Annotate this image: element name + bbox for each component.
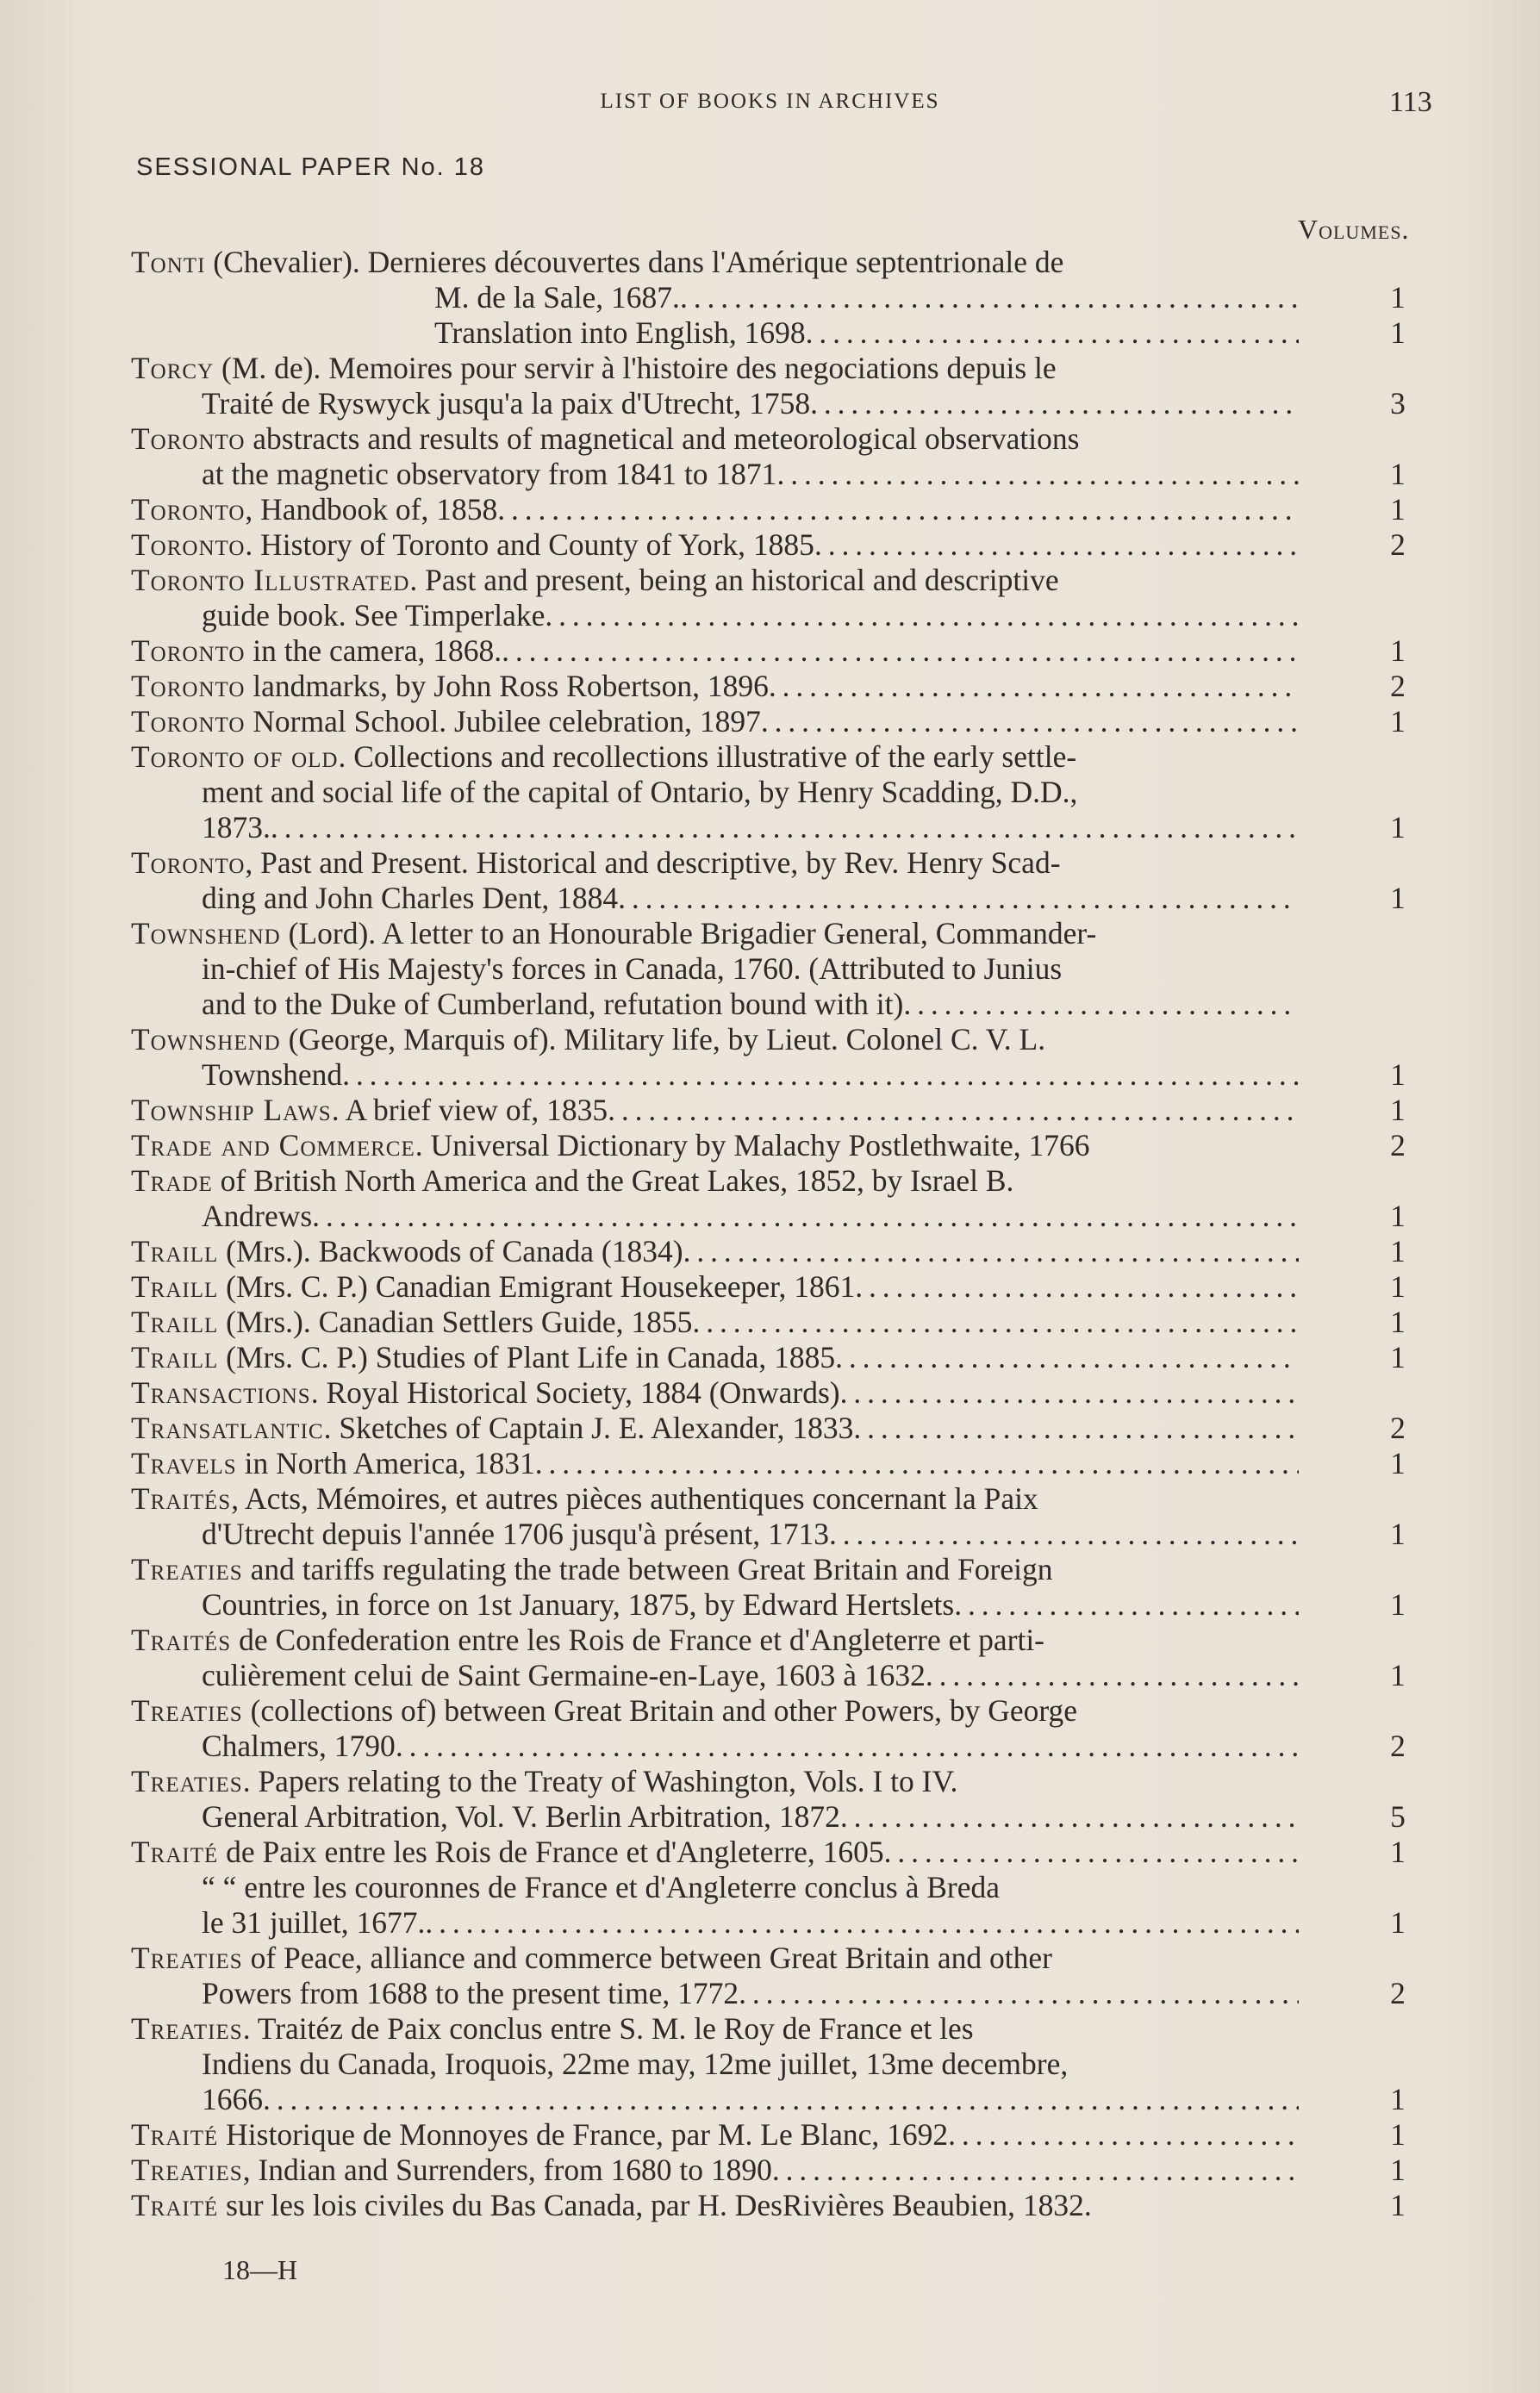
dot-leader <box>545 598 1299 633</box>
book-entry <box>131 633 1475 669</box>
volume-count: 1 <box>1390 1517 1406 1551</box>
entry-text: ding and John Charles Dent, 1884 <box>202 881 619 915</box>
entry-line <box>131 1517 1406 1552</box>
volume-count: 1 <box>1390 1269 1406 1304</box>
entry-line <box>131 351 1299 386</box>
dot-leader <box>776 457 1299 492</box>
book-entry <box>131 1375 1475 1411</box>
book-entry <box>131 1305 1475 1340</box>
entry-heading: Treaties <box>131 1764 243 1798</box>
entry-text: 1873. <box>202 810 271 844</box>
entry-text: . Sketches of Captain J. E. Alexander, 1833 <box>323 1411 854 1445</box>
entry-heading: Toronto <box>131 421 246 456</box>
entry-line <box>131 1375 1299 1411</box>
dot-leader <box>683 1234 1299 1269</box>
entry-heading: Treaties <box>131 2153 243 2187</box>
book-entry <box>131 2117 1475 2153</box>
entry-heading: Traill <box>131 1234 219 1268</box>
entry-line <box>131 633 1406 669</box>
entry-line <box>131 1729 1406 1764</box>
book-entry <box>131 492 1475 527</box>
book-entry <box>131 1481 1475 1552</box>
dot-leader <box>829 1517 1299 1552</box>
entry-heading: Toronto <box>131 704 246 738</box>
entry-text: (George, Marquis of). Military life, by Lieut. Colonel C. V. L. <box>280 1022 1046 1056</box>
entry-line <box>131 598 1299 633</box>
book-entry <box>131 704 1475 739</box>
entry-line <box>131 527 1406 563</box>
printer-signature: 18—H <box>222 2254 298 2285</box>
entry-text: of Peace, alliance and commerce between Great Britain and other <box>242 1941 1052 1975</box>
entry-line <box>131 1905 1406 1941</box>
volume-count: 1 <box>1390 1234 1406 1268</box>
entry-line <box>131 1941 1299 1976</box>
book-entry <box>131 2188 1475 2223</box>
dot-leader <box>948 2117 1299 2153</box>
entry-line <box>131 2011 1299 2047</box>
volume-count: 1 <box>1390 1305 1406 1339</box>
book-entry <box>131 527 1475 563</box>
entry-text: (Mrs. C. P.) Studies of Plant Life in Canada, 1885 <box>218 1340 836 1374</box>
volume-count: 2 <box>1390 669 1406 703</box>
entry-text: Countries, in force on 1st January, 1875, by Edward Hertslets <box>202 1587 955 1622</box>
entry-line <box>131 421 1299 457</box>
entry-text: . Royal Historical Society, 1884 (Onwards) <box>310 1375 840 1410</box>
volume-count: 1 <box>1390 810 1406 844</box>
book-entry <box>131 2011 1475 2117</box>
entry-line <box>131 1835 1406 1870</box>
entry-text: (M. de). Memoires pour servir à l'histoire des negociations depuis le <box>214 351 1057 385</box>
entry-heading: Traités <box>131 1481 232 1516</box>
volume-count: 1 <box>1390 1093 1406 1127</box>
dot-leader <box>739 1976 1299 2011</box>
volume-count: 1 <box>1390 2153 1406 2187</box>
entry-line <box>131 2117 1406 2153</box>
volume-count: 1 <box>1390 1199 1406 1233</box>
dot-leader <box>535 1446 1299 1481</box>
volume-count: 1 <box>1390 704 1406 738</box>
dot-leader <box>772 2153 1299 2188</box>
entry-line <box>131 1446 1406 1481</box>
entry-heading: Treaties <box>131 1693 243 1728</box>
volume-count: 3 <box>1390 386 1406 421</box>
book-entry <box>131 1764 1475 1835</box>
dot-leader <box>608 1093 1299 1128</box>
entry-line <box>131 280 1406 315</box>
entry-heading: Toronto <box>131 633 246 668</box>
book-entry <box>131 1552 1475 1623</box>
entry-line <box>131 1552 1299 1587</box>
entry-line <box>131 1022 1299 1057</box>
entry-text: abstracts and results of magnetical and meteorological observations <box>245 421 1080 456</box>
entry-line <box>131 775 1299 810</box>
book-entry <box>131 1093 1475 1128</box>
entry-heading: Transatlantic <box>131 1411 324 1445</box>
entry-heading: Township Laws <box>131 1093 332 1127</box>
entry-text: . Universal Dictionary by Malachy Postlethwaite, 1766 <box>415 1128 1090 1162</box>
entry-line <box>131 1976 1406 2011</box>
entry-text: ment and social life of the capital of Ontario, by Henry Scadding, D.D., <box>202 775 1078 809</box>
dot-leader <box>396 1729 1299 1764</box>
entry-line <box>131 1658 1406 1693</box>
dot-leader <box>497 492 1299 527</box>
dot-leader <box>761 704 1299 739</box>
entry-text: Townshend <box>202 1057 343 1092</box>
book-list <box>131 245 1475 2223</box>
volume-count: 2 <box>1390 1976 1406 2010</box>
dot-leader <box>502 633 1299 669</box>
volume-count: 5 <box>1390 1799 1406 1834</box>
entry-text: (Mrs.). Backwoods of Canada (1834) <box>218 1234 683 1268</box>
entry-line <box>131 810 1406 845</box>
entry-line <box>131 1799 1406 1835</box>
entry-text: (Lord). A letter to an Honourable Brigadier General, Commander- <box>280 916 1097 950</box>
entry-heading: Townshend <box>131 1022 281 1056</box>
dot-leader <box>618 881 1299 916</box>
entry-text: Powers from 1688 to the present time, 1772 <box>202 1976 739 2010</box>
book-entry <box>131 1340 1475 1375</box>
entry-heading: Traité <box>131 1835 219 1869</box>
entry-text: General Arbitration, Vol. V. Berlin Arbitration, 1872 <box>202 1799 840 1834</box>
entry-heading: Treaties <box>131 1941 243 1975</box>
entry-line <box>131 315 1406 351</box>
volume-count: 1 <box>1390 315 1406 350</box>
entry-line <box>131 2153 1406 2188</box>
dot-leader <box>954 1587 1299 1623</box>
book-entry <box>131 1128 1475 1163</box>
dot-leader <box>835 1340 1299 1375</box>
entry-text: and tariffs regulating the trade between Great Britain and Foreign <box>242 1552 1053 1586</box>
entry-text: culièrement celui de Saint Germaine-en-Laye, 1603 à 1632 <box>202 1658 926 1692</box>
volume-count: 1 <box>1390 881 1406 915</box>
dot-leader <box>840 1375 1299 1411</box>
entry-line <box>131 492 1406 527</box>
entry-text: . Past and present, being an historical and descriptive <box>409 563 1059 597</box>
entry-heading: Travels <box>131 1446 237 1480</box>
entry-heading: Traill <box>131 1305 219 1339</box>
entry-text: le 31 juillet, 1677. <box>202 1905 426 1940</box>
book-entry <box>131 245 1475 351</box>
book-entry <box>131 845 1475 916</box>
entry-text: 1666 <box>202 2082 263 2116</box>
book-entry <box>131 421 1475 492</box>
entry-line <box>131 1305 1406 1340</box>
entry-text: at the magnetic observatory from 1841 to 1871 <box>202 457 777 491</box>
entry-text: in North America, 1831 <box>236 1446 535 1480</box>
entry-line <box>131 1057 1406 1093</box>
entry-line <box>131 987 1299 1022</box>
entry-text: Chalmers, 1790 <box>202 1729 396 1763</box>
dot-leader <box>680 280 1299 315</box>
dot-leader <box>425 1905 1299 1941</box>
volume-count: 1 <box>1390 1835 1406 1869</box>
dot-leader <box>263 2082 1299 2117</box>
book-entry <box>131 351 1475 421</box>
entry-text: d'Utrecht depuis l'année 1706 jusqu'à présent, 1713 <box>202 1517 830 1551</box>
volume-count: 2 <box>1390 1729 1406 1763</box>
book-entry <box>131 1411 1475 1446</box>
entry-text: landmarks, by John Ross Robertson, 1896 <box>245 669 769 703</box>
entry-heading: Traité <box>131 2117 219 2152</box>
entry-line <box>131 1481 1299 1517</box>
dot-leader <box>806 315 1299 351</box>
entry-text: . History of Toronto and County of York, 1885 <box>245 527 814 562</box>
entry-heading: Trade <box>131 1163 213 1198</box>
entry-text: M. de la Sale, 1687. <box>434 280 680 315</box>
entry-text: , Handbook of, 1858 <box>245 492 498 527</box>
entry-text: de Confederation entre les Rois de France et d'Angleterre et parti- <box>231 1623 1045 1657</box>
entry-heading: Traités <box>131 1623 232 1657</box>
entry-line <box>131 1693 1299 1729</box>
dot-leader <box>810 386 1299 421</box>
dot-leader <box>769 669 1299 704</box>
entry-line <box>131 1163 1299 1199</box>
entry-line <box>131 563 1299 598</box>
book-entry <box>131 563 1475 633</box>
entry-text: , Acts, Mémoires, et autres pièces authentiques concernant la Paix <box>231 1481 1038 1516</box>
entry-text: (Chevalier). Dernieres découvertes dans l'Amérique septentrionale de <box>205 245 1064 279</box>
entry-line <box>131 2188 1406 2223</box>
entry-line <box>131 739 1299 775</box>
volume-count: 1 <box>1390 1905 1406 1940</box>
entry-line <box>131 1411 1406 1446</box>
volumes-column-heading: Volumes. <box>1298 214 1410 245</box>
volume-count: 2 <box>1390 1411 1406 1445</box>
book-entry <box>131 1835 1475 1941</box>
entry-text: . Traitéz de Paix conclus entre S. M. le Roy de France et les <box>242 2011 974 2046</box>
entry-heading: Tonti <box>131 245 206 279</box>
entry-line <box>131 1234 1406 1269</box>
entry-text: (Mrs.). Canadian Settlers Guide, 1855 <box>218 1305 693 1339</box>
book-entry <box>131 1022 1475 1093</box>
volume-count: 1 <box>1390 633 1406 668</box>
entry-heading: Toronto <box>131 527 246 562</box>
book-entry <box>131 669 1475 704</box>
entry-text: Traité de Ryswyck jusqu'a la paix d'Utrecht, 1758 <box>202 386 811 421</box>
entry-text: . A brief view of, 1835 <box>331 1093 608 1127</box>
entry-heading: Townshend <box>131 916 281 950</box>
entry-heading: Toronto of old <box>131 739 339 774</box>
book-entry <box>131 1941 1475 2011</box>
entry-text: Normal School. Jubilee celebration, 1897 <box>245 704 761 738</box>
entry-line <box>131 1199 1406 1234</box>
entry-text: sur les lois civiles du Bas Canada, par H. DesRivières Beaubien, 1832. <box>218 2188 1092 2222</box>
volume-count: 1 <box>1390 1057 1406 1092</box>
entry-heading: Trade and Commerce <box>131 1128 415 1162</box>
dot-leader <box>342 1057 1299 1093</box>
entry-heading: Toronto <box>131 845 246 880</box>
dot-leader <box>884 1835 1299 1870</box>
entry-heading: Transactions <box>131 1375 311 1410</box>
entry-line <box>131 2047 1299 2082</box>
entry-line <box>131 2082 1406 2117</box>
book-entry <box>131 916 1475 1022</box>
entry-line <box>131 1093 1406 1128</box>
sessional-paper-label: SESSIONAL PAPER No. 18 <box>136 153 486 181</box>
entry-line <box>131 669 1406 704</box>
entry-heading: Torcy <box>131 351 215 385</box>
entry-line <box>131 1764 1299 1799</box>
entry-text: “ “ entre les couronnes de France et d'Angleterre conclus à Breda <box>202 1870 1001 1904</box>
entry-line <box>131 1269 1406 1305</box>
book-entry <box>131 1446 1475 1481</box>
dot-leader <box>312 1199 1299 1234</box>
book-entry <box>131 739 1475 845</box>
dot-leader <box>903 987 1299 1022</box>
volume-count: 1 <box>1390 1658 1406 1692</box>
entry-text: guide book. See Timperlake <box>202 598 546 633</box>
entry-heading: Treaties <box>131 1552 243 1586</box>
entry-line <box>131 1340 1406 1375</box>
entry-heading: Treaties <box>131 2011 243 2046</box>
entry-text: (Mrs. C. P.) Canadian Emigrant Housekeeper, 1861 <box>218 1269 856 1304</box>
dot-leader <box>855 1269 1299 1305</box>
volume-count: 1 <box>1390 1340 1406 1374</box>
entry-text: . Collections and recollections illustrative of the early settle- <box>338 739 1077 774</box>
entry-text: in-chief of His Majesty's forces in Canada, 1760. (Attributed to Junius <box>202 951 1063 986</box>
entry-heading: Traill <box>131 1340 219 1374</box>
dot-leader <box>814 527 1299 563</box>
entry-text: , Indian and Surrenders, from 1680 to 1890 <box>242 2153 772 2187</box>
entry-text: Translation into English, 1698 <box>434 315 806 350</box>
volume-count: 1 <box>1390 492 1406 527</box>
entry-text: in the camera, 1868. <box>245 633 502 668</box>
entry-line <box>131 845 1299 881</box>
dot-leader <box>840 1799 1299 1835</box>
entry-heading: Toronto <box>131 492 246 527</box>
volume-count: 2 <box>1390 527 1406 562</box>
entry-text: , Past and Present. Historical and descriptive, by Rev. Henry Scad- <box>245 845 1061 880</box>
book-entry <box>131 1693 1475 1764</box>
entry-text: and to the Duke of Cumberland, refutation bound with it) <box>202 987 904 1021</box>
dot-leader <box>926 1658 1299 1693</box>
entry-text: Historique de Monnoyes de France, par M. Le Blanc, 1692 <box>218 2117 949 2152</box>
entry-text: Andrews <box>202 1199 313 1233</box>
book-entry <box>131 1269 1475 1305</box>
entry-line <box>131 1623 1299 1658</box>
entry-line <box>131 704 1406 739</box>
volume-count: 1 <box>1390 457 1406 491</box>
dot-leader <box>853 1411 1299 1446</box>
entry-line <box>131 386 1406 421</box>
entry-text: Indiens du Canada, Iroquois, 22me may, 12me juillet, 13me decembre, <box>202 2047 1069 2081</box>
volume-count: 1 <box>1390 1587 1406 1622</box>
book-entry <box>131 2153 1475 2188</box>
book-entry <box>131 1623 1475 1693</box>
entry-line <box>131 1587 1406 1623</box>
volume-count: 1 <box>1390 1446 1406 1480</box>
entry-line <box>131 881 1406 916</box>
running-head: LIST OF BOOKS IN ARCHIVES <box>600 90 940 113</box>
entry-heading: Toronto <box>131 669 246 703</box>
entry-line <box>131 951 1299 987</box>
entry-line <box>131 1870 1299 1905</box>
entry-heading: Traité <box>131 2188 219 2222</box>
dot-leader <box>692 1305 1299 1340</box>
entry-text: de Paix entre les Rois de France et d'Angleterre, 1605 <box>218 1835 884 1869</box>
dot-leader <box>271 810 1299 845</box>
entry-text: of British North America and the Great Lakes, 1852, by Israel B. <box>212 1163 1014 1198</box>
book-entry <box>131 1234 1475 1269</box>
entry-line <box>131 457 1406 492</box>
volume-count: 2 <box>1390 1128 1406 1162</box>
page-number: 113 <box>1389 86 1432 118</box>
volume-count: 1 <box>1390 2082 1406 2116</box>
volume-count: 1 <box>1390 2188 1406 2222</box>
book-entry <box>131 1163 1475 1234</box>
entry-line <box>131 916 1299 951</box>
volume-count: 1 <box>1390 280 1406 315</box>
entry-line <box>131 1128 1406 1163</box>
volume-count: 1 <box>1390 2117 1406 2152</box>
entry-text: . Papers relating to the Treaty of Washington, Vols. I to IV. <box>242 1764 958 1798</box>
entry-heading: Toronto Illustrated <box>131 563 410 597</box>
entry-line <box>131 245 1299 280</box>
entry-text: (collections of) between Great Britain and other Powers, by George <box>242 1693 1078 1728</box>
entry-heading: Traill <box>131 1269 219 1304</box>
